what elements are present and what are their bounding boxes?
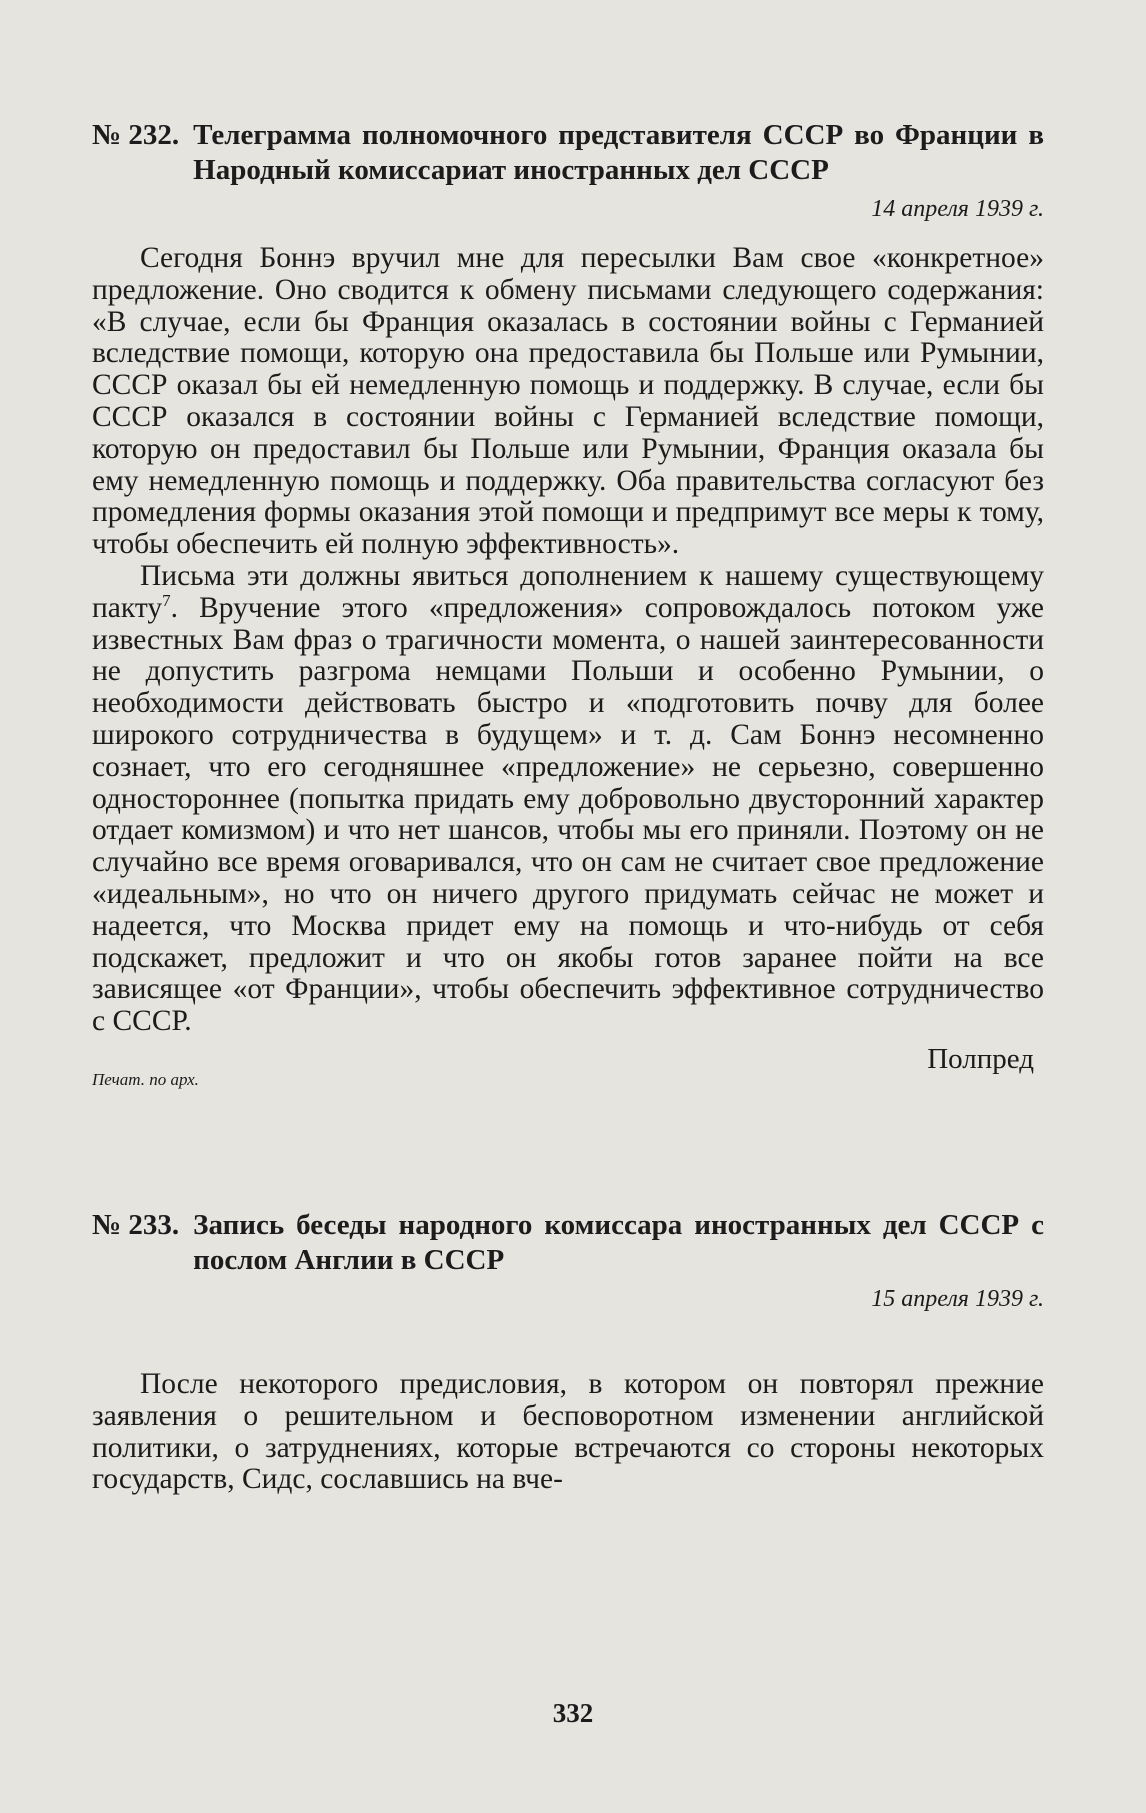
doc-232-date: 14 апреля 1939 г.: [871, 196, 1044, 222]
doc-232-paragraph-2: [92, 561, 1044, 1038]
doc-233-number: № 233.: [92, 1208, 180, 1241]
section-gap: [92, 1090, 1044, 1208]
doc-233-title: Запись беседы народного комиссара иностранных дел СССР с послом Англии в СССР: [193, 1208, 1044, 1276]
section-gap: [92, 1333, 1044, 1369]
doc-232-source-note: Печат. по арх.: [92, 1069, 199, 1089]
doc-233-heading: [92, 1208, 1044, 1278]
doc-233-date: 15 апреля 1939 г.: [871, 1285, 1044, 1312]
page-number: 332: [552, 1698, 594, 1728]
doc-232-title: Телеграмма полномочного представителя СССР во Франции в Народный комиссариат иностранных дел СССР: [193, 119, 1044, 186]
doc-232-paragraph-2-start: Письма эти должны явиться дополнением к нашему существующему пакту: [92, 559, 1044, 624]
footnote-marker: 7: [162, 590, 171, 610]
doc-232-heading: [92, 118, 1044, 188]
doc-232-signature: Полпред: [927, 1042, 1034, 1075]
doc-232-paragraph-1: Сегодня Боннэ вручил мне для пересылки Вам свое «конкретное» предложение. Оно сводится к обмену письмами следующего содержания: «В случае, если бы Франция оказалась в состоянии войны с Германией вследствие помощи, которую она предоставила бы Польше или Румынии, СССР оказал бы ей немедленную помощь и поддержку. В случае, если бы СССР оказался в состоянии войны с Германией вследствие помощи, которую он предоставил бы Польше или Румынии, Франция оказала бы ему немедленную помощь и поддержку. Оба правительства согласуют без промедления формы оказания этой помощи и предпримут все меры к тому, чтобы обеспечить ей полную эффективность».: [92, 242, 1044, 561]
doc-232-number: № 232.: [92, 119, 180, 151]
doc-232-paragraph-2-rest: . Вручение этого «предложения» сопровождалось потоком уже известных Вам фраз о трагичности момента, о нашей заинтересованности не допустить разгрома немцами Польши и особенно Румынии, о необходимости действовать быстро и «подготовить почву для более широкого сотрудничества в будущем» и т. д. Сам Боннэ несомненно сознает, что его сегодняшнее «предложение» не серьезно, совершенно одностороннее (попытка придать ему добровольно двусторонний характер отдает комизмом) и что нет шансов, чтобы мы его приняли. Поэтому он не случайно все время оговаривался, что он сам не считает свое предложение «идеальным», но что он ничего другого придумать сейчас не может и надеется, что Москва придет ему на помощь и что-нибудь от себя подскажет, предложит и что он якобы готов заранее пойти на все зависящее «от Франции», чтобы обеспечить эффективное сотрудничество с СССР.: [92, 591, 1044, 1038]
doc-233-paragraph-1: После некоторого предисловия, в котором он повторял прежние заявления о решительном и бесповоротном изменении английской политики, о затруднениях, которые встречаются со стороны некоторых государств, Сидс, сославшись на вче-: [92, 1367, 1044, 1496]
